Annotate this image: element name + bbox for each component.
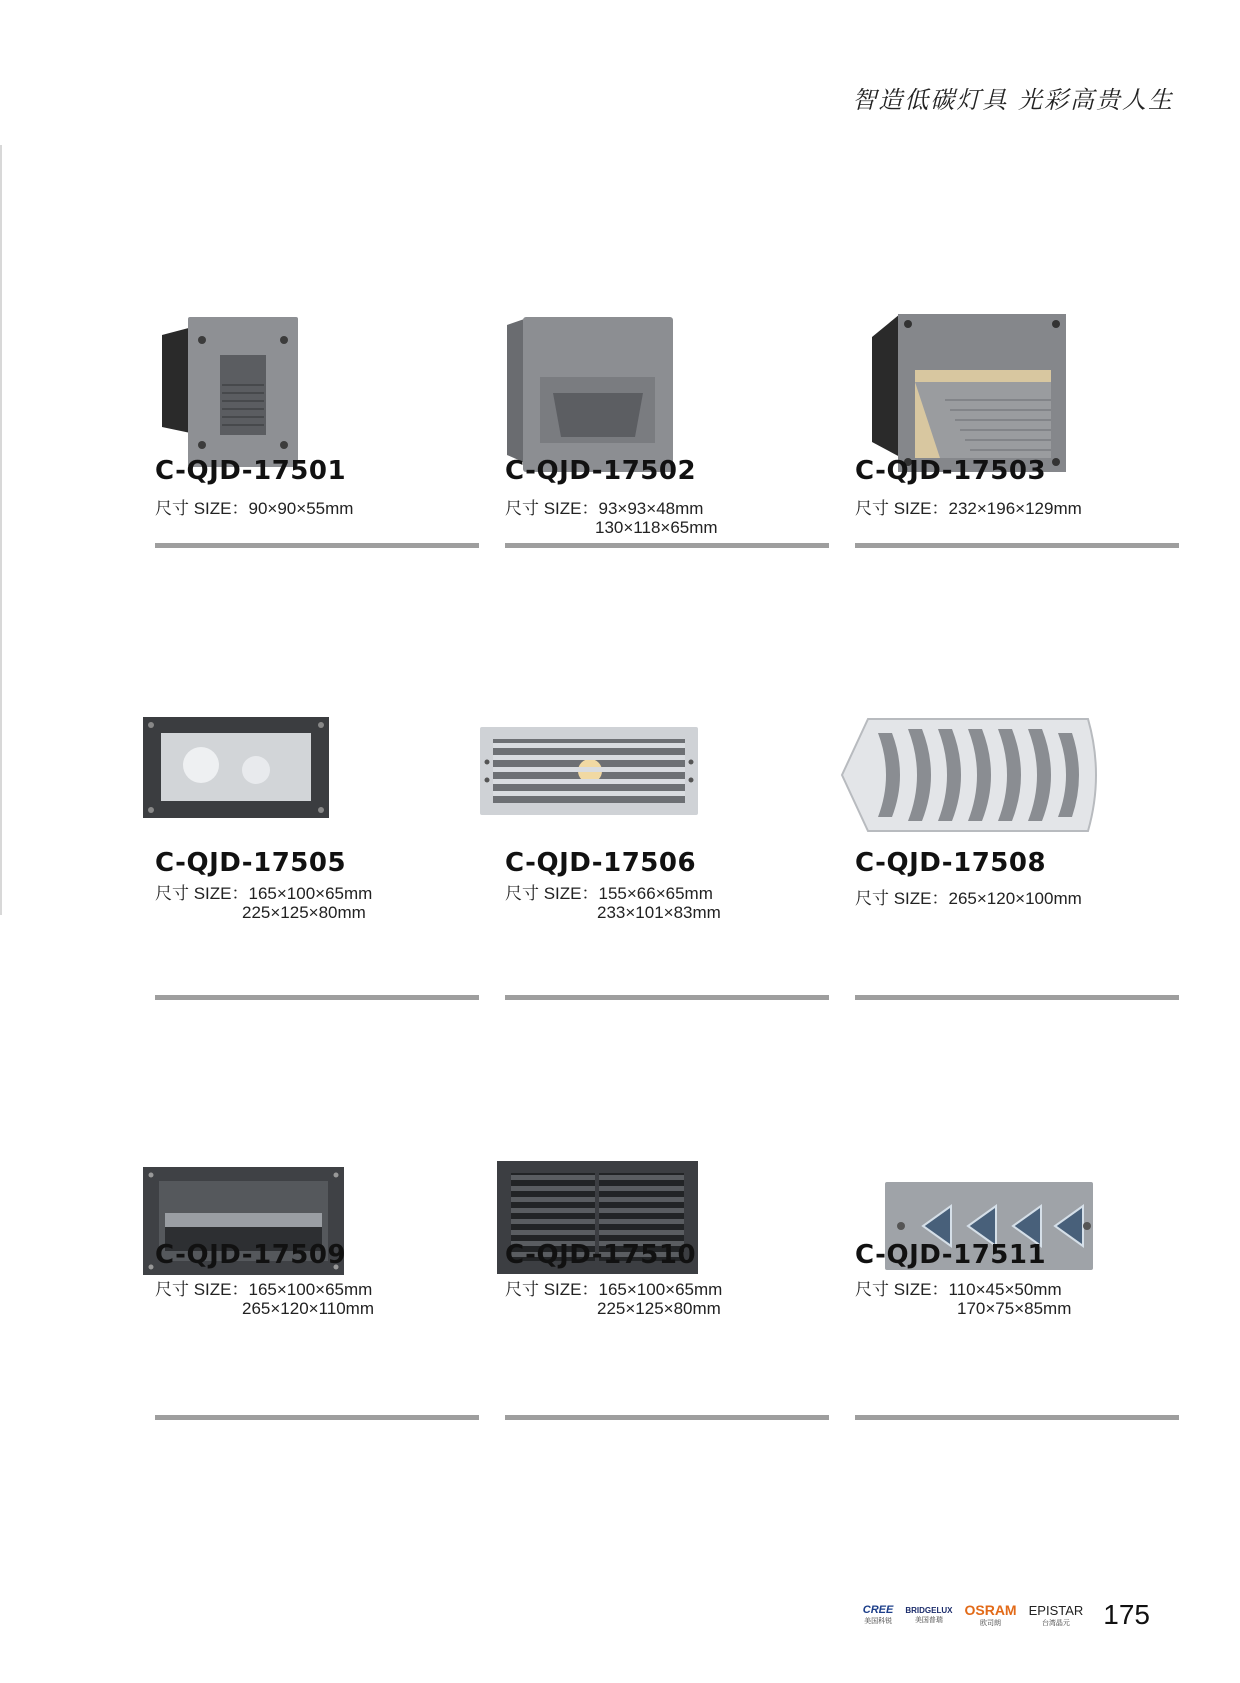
brand-epistar-logo: EPISTAR 台湾晶元 [1028, 1602, 1084, 1627]
product-model: C-QJD-17510 [505, 1240, 697, 1270]
product-size [505, 879, 713, 904]
product-size-alt: 170×75×85mm [957, 1299, 1072, 1318]
product-model: C-QJD-17503 [855, 456, 1047, 486]
size-value: 165×100×65mm [598, 1280, 723, 1299]
divider-rule [155, 995, 479, 1000]
brand-bridgelux-logo: BRIDGELUX 美国普瑞 [905, 1605, 953, 1624]
product-size-alt: 225×125×80mm [597, 1299, 721, 1318]
product-size [855, 1275, 1062, 1300]
divider-rule [155, 543, 479, 548]
product-model: C-QJD-17506 [505, 848, 697, 878]
brand-cree-logo: CREE 美国科锐 [862, 1604, 894, 1625]
size-label: 尺寸 SIZE： [505, 499, 599, 518]
product-model: C-QJD-17511 [855, 1240, 1047, 1270]
product-image-17506 [478, 725, 700, 817]
size-value: 265×120×100mm [948, 889, 1082, 908]
product-size [155, 1275, 372, 1300]
product-size-alt: 130×118×65mm [595, 518, 718, 537]
product-size-alt: 225×125×80mm [242, 903, 366, 922]
size-value: 155×66×65mm [598, 884, 713, 903]
product-image-17501 [160, 315, 300, 470]
product-size [155, 494, 353, 519]
product-image-17503 [870, 312, 1070, 474]
product-model: C-QJD-17501 [155, 456, 347, 486]
product-model: C-QJD-17502 [505, 456, 697, 486]
product-image-17508 [838, 715, 1106, 835]
divider-rule [855, 543, 1179, 548]
divider-rule [505, 543, 829, 548]
product-size [505, 494, 703, 519]
page-number: 175 [1103, 1599, 1150, 1630]
product-image-17502 [505, 315, 675, 475]
divider-rule [155, 1415, 479, 1420]
size-label: 尺寸 SIZE： [155, 1280, 249, 1299]
header-slogan: 智造低碳灯具 光彩高贵人生 [852, 86, 1174, 114]
divider-rule [855, 995, 1179, 1000]
size-value: 232×196×129mm [948, 499, 1082, 518]
product-size-alt: 233×101×83mm [597, 903, 721, 922]
size-value: 165×100×65mm [248, 884, 373, 903]
footer-brands [863, 1599, 1150, 1631]
divider-rule [505, 995, 829, 1000]
brand-osram-logo: OSRAM 欧司朗 [964, 1602, 1017, 1627]
size-value: 165×100×65mm [248, 1280, 373, 1299]
product-size-alt: 265×120×110mm [242, 1299, 375, 1318]
size-label: 尺寸 SIZE： [855, 499, 949, 518]
product-size [155, 879, 372, 904]
size-value: 90×90×55mm [248, 499, 354, 518]
product-model: C-QJD-17509 [155, 1240, 347, 1270]
size-label: 尺寸 SIZE： [855, 889, 949, 908]
divider-rule [505, 1415, 829, 1420]
left-margin-rule [0, 145, 2, 915]
product-model: C-QJD-17508 [855, 848, 1047, 878]
product-size [855, 884, 1082, 909]
product-model: C-QJD-17505 [155, 848, 347, 878]
size-label: 尺寸 SIZE： [505, 1280, 599, 1299]
size-label: 尺寸 SIZE： [505, 884, 599, 903]
product-size [505, 1275, 722, 1300]
size-label: 尺寸 SIZE： [155, 499, 249, 518]
product-image-17505 [141, 715, 331, 820]
size-value: 93×93×48mm [598, 499, 704, 518]
size-label: 尺寸 SIZE： [155, 884, 249, 903]
product-size [855, 494, 1082, 519]
size-label: 尺寸 SIZE： [855, 1280, 949, 1299]
divider-rule [855, 1415, 1179, 1420]
size-value: 110×45×50mm [948, 1280, 1062, 1299]
